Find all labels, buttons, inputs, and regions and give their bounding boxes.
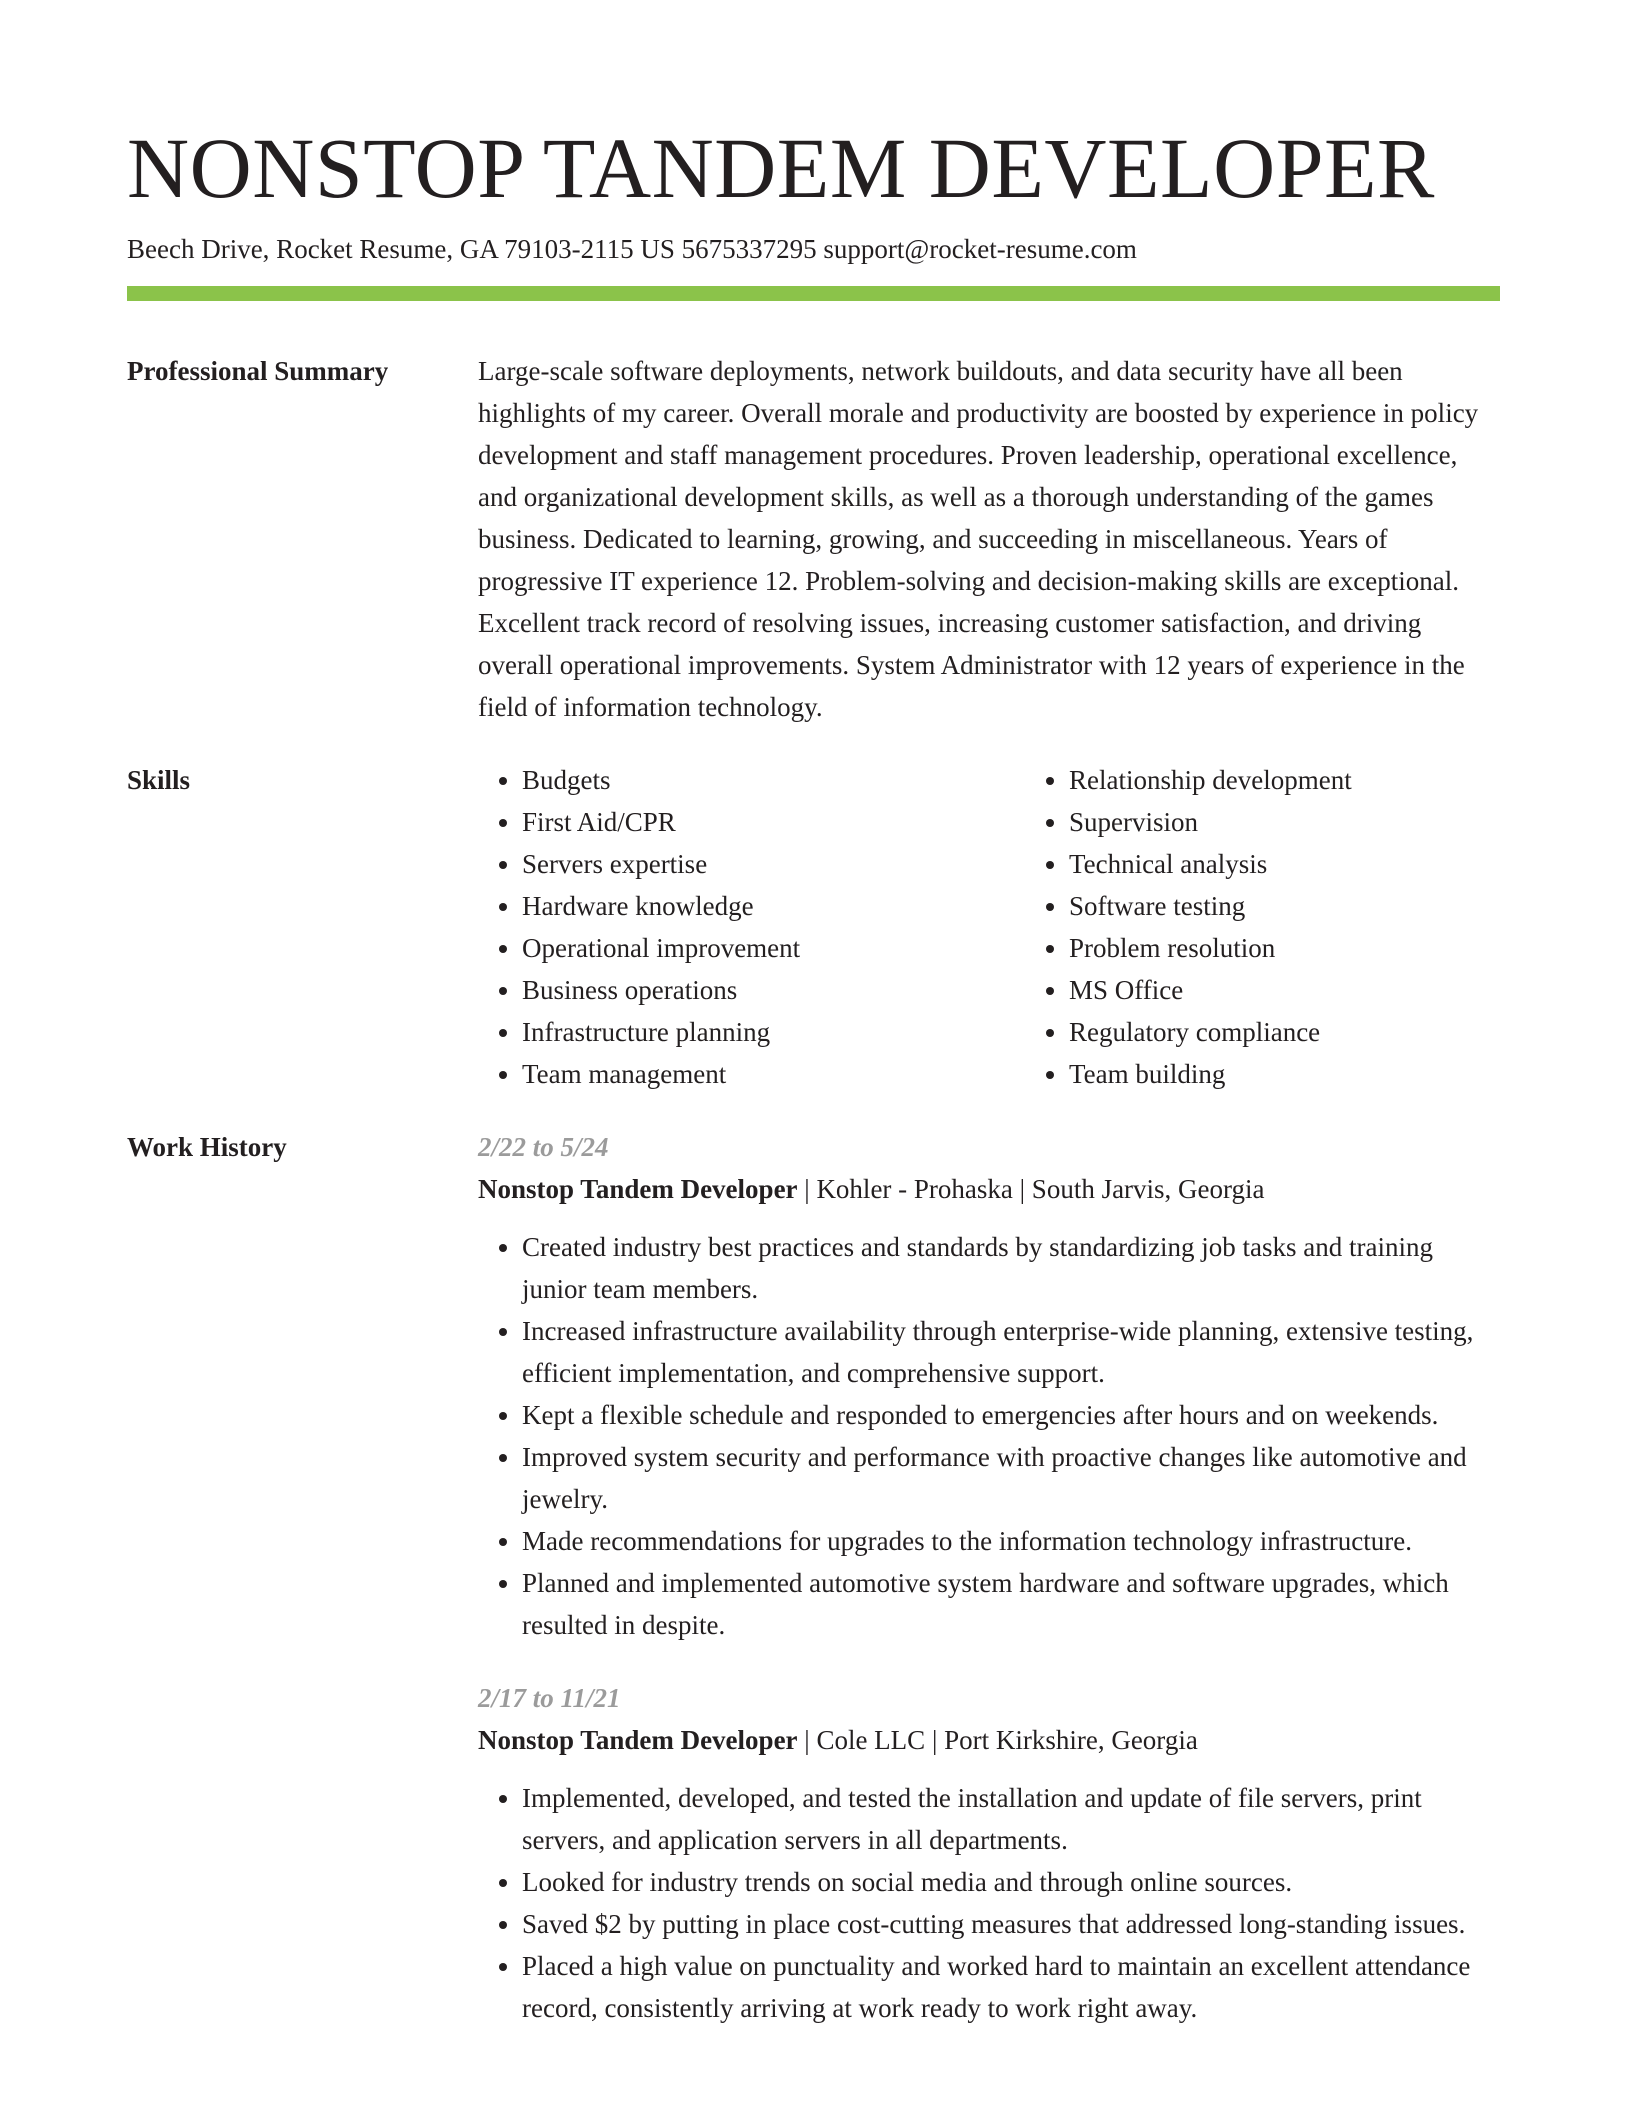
candidate-name: NONSTOP TANDEM DEVELOPER — [127, 120, 1435, 216]
skill-item: • Budgets — [522, 759, 1025, 801]
job-bullet: • Created industry best practices and standards by standardizing job tasks and training junior team members. — [522, 1226, 1500, 1310]
job-title: Nonstop Tandem Developer — [478, 1174, 798, 1204]
resume-page — [127, 118, 1500, 2029]
job-separator: | — [797, 1174, 817, 1204]
skill-item: • Servers expertise — [522, 843, 1025, 885]
section-heading-skills: Skills — [127, 765, 191, 795]
skill-item: • Supervision — [1069, 801, 1572, 843]
section-heading-summary: Professional Summary — [127, 356, 389, 386]
job-dates: 2/22 to 5/24 — [478, 1132, 609, 1162]
skill-item: • Regulatory compliance — [1069, 1011, 1572, 1053]
skills-list-right — [1025, 759, 1572, 1095]
skill-item: • Team management — [522, 1053, 1025, 1095]
job-separator: | — [1012, 1174, 1032, 1204]
job-bullet: • Kept a flexible schedule and responded to emergencies after hours and on weekends. — [522, 1394, 1500, 1436]
skill-item: • Software testing — [1069, 885, 1572, 927]
job-separator: | — [797, 1725, 817, 1755]
job-bullet: • Made recommendations for upgrades to the information technology infrastructure. — [522, 1520, 1500, 1562]
skill-item: • Infrastructure planning — [522, 1011, 1025, 1053]
skills-list-left — [478, 759, 1025, 1095]
job-location: South Jarvis, Georgia — [1031, 1174, 1265, 1204]
job-company: Cole LLC — [816, 1725, 926, 1755]
work-history-section — [127, 1126, 1500, 2029]
skill-item: • Operational improvement — [522, 927, 1025, 969]
summary-text: Large-scale software deployments, network buildouts, and data security have all been highlights of my career. Overall morale and productivity are boosted by experience in policy development and staff management procedures. Proven leadership, operational excellence, and organizational development skills, as well as a thorough understanding of the games business. Dedicated to learning, growing, and succeeding in miscellaneous. Years of progressive IT experience 12. Problem-solving and decision-making skills are exceptional. Excellent track record of resolving issues, increasing customer satisfaction, and driving overall operational improvements. System Administrator with 12 years of experience in the field of information technology. — [478, 356, 1479, 722]
job-separator: | — [925, 1725, 945, 1755]
skill-item: • Relationship development — [1069, 759, 1572, 801]
section-heading-work-history: Work History — [127, 1132, 287, 1162]
job-entry — [478, 1677, 1500, 2029]
job-bullet: • Improved system security and performance with proactive changes like automotive and jewelry. — [522, 1436, 1500, 1520]
job-bullets — [478, 1777, 1500, 2029]
job-location: Port Kirkshire, Georgia — [944, 1725, 1198, 1755]
job-bullet: • Increased infrastructure availability through enterprise-wide planning, extensive testing, efficient implementation, and comprehensive support. — [522, 1310, 1500, 1394]
skill-item: • MS Office — [1069, 969, 1572, 1011]
job-heading — [478, 1168, 1500, 1210]
job-bullet: • Planned and implemented automotive system hardware and software upgrades, which resulted in despite. — [522, 1562, 1500, 1646]
header-divider — [127, 286, 1500, 301]
job-bullet: • Placed a high value on punctuality and worked hard to maintain an excellent attendance record, consistently arriving at work ready to work right away. — [522, 1945, 1500, 2029]
skill-item: • Hardware knowledge — [522, 885, 1025, 927]
skills-section — [127, 759, 1500, 1095]
job-title: Nonstop Tandem Developer — [478, 1725, 798, 1755]
job-bullets — [478, 1226, 1500, 1646]
professional-summary-section — [127, 350, 1500, 728]
skill-item: • Technical analysis — [1069, 843, 1572, 885]
job-heading — [478, 1719, 1500, 1761]
resume-header — [127, 118, 1500, 301]
skill-item: • Problem resolution — [1069, 927, 1572, 969]
job-company: Kohler - Prohaska — [816, 1174, 1013, 1204]
skill-item: • Team building — [1069, 1053, 1572, 1095]
job-entry — [478, 1126, 1500, 1646]
job-bullet: • Implemented, developed, and tested the installation and update of file servers, print servers, and application servers in all departments. — [522, 1777, 1500, 1861]
job-dates: 2/17 to 11/21 — [478, 1683, 621, 1713]
skill-item: • Business operations — [522, 969, 1025, 1011]
job-bullet: • Looked for industry trends on social media and through online sources. — [522, 1861, 1500, 1903]
contact-info: Beech Drive, Rocket Resume, GA 79103-2115 US 5675337295 support@rocket-resume.com — [127, 234, 1137, 264]
skill-item: • First Aid/CPR — [522, 801, 1025, 843]
job-bullet: • Saved $2 by putting in place cost-cutting measures that addressed long-standing issues. — [522, 1903, 1500, 1945]
